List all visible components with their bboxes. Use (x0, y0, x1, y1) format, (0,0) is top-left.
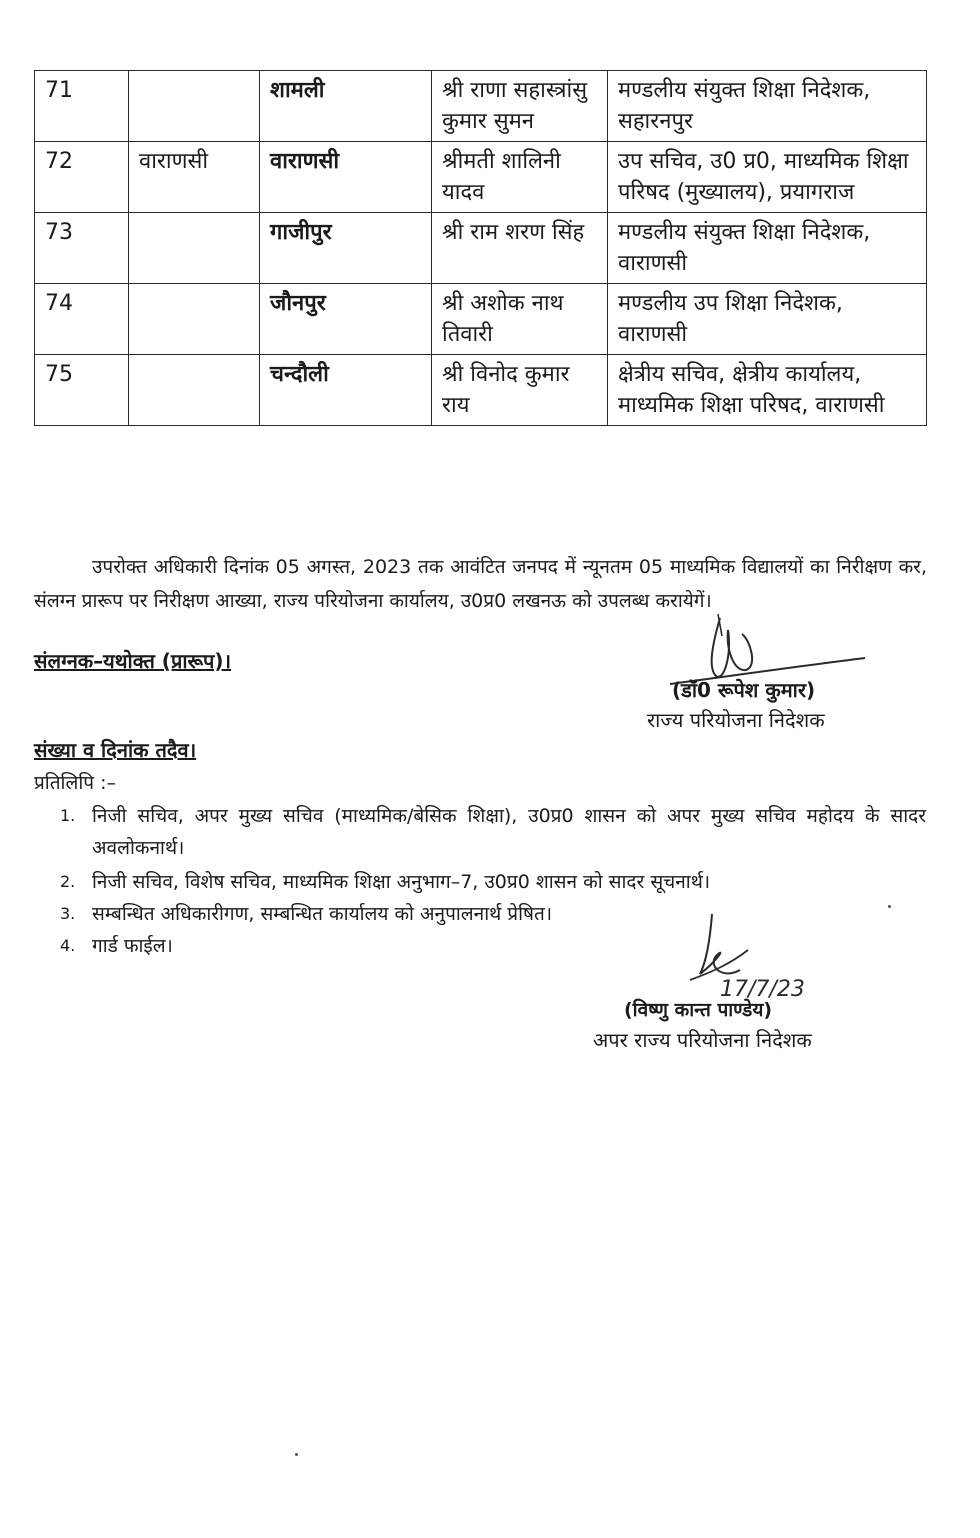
list-item (60, 800, 926, 864)
designation-cell: मण्डलीय संयुक्त शिक्षा निदेशक, वाराणसी (608, 213, 927, 284)
signature-date: 17/7/23 (720, 977, 805, 1002)
district-cell: चन्दौली (260, 355, 432, 426)
table-row (35, 71, 927, 142)
list-number: 3. (60, 904, 76, 923)
designation-cell: मण्डलीय उप शिक्षा निदेशक, वाराणसी (608, 284, 927, 355)
officers-table (34, 70, 927, 426)
list-number: 4. (60, 936, 76, 955)
division-cell: वाराणसी (129, 142, 260, 213)
designation-cell: उप सचिव, उ0 प्र0, माध्यमिक शिक्षा परिषद (मुख्यालय), प्रयागराज (608, 142, 927, 213)
serial-number: 71 (35, 71, 129, 142)
list-text: गार्ड फाईल। (92, 935, 173, 957)
serial-number: 73 (35, 213, 129, 284)
district-cell: जौनपुर (260, 284, 432, 355)
speck-dot (295, 1453, 298, 1456)
table-row (35, 355, 927, 426)
list-number: 1. (60, 806, 76, 825)
division-cell (129, 213, 260, 284)
speck-dot (888, 905, 891, 908)
district-cell: वाराणसी (260, 142, 432, 213)
district-cell: शामली (260, 71, 432, 142)
list-number: 2. (60, 872, 76, 891)
list-text: सम्बन्धित अधिकारीगण, सम्बन्धित कार्यालय को अनुपालनार्थ प्रेषित। (92, 903, 553, 925)
copy-label: प्रतिलिपि :– (34, 772, 117, 794)
division-cell (129, 71, 260, 142)
serial-number: 72 (35, 142, 129, 213)
table-row (35, 284, 927, 355)
signatory-2-name: (विष्णु कान्त पाण्डेय) (624, 999, 773, 1021)
officer-name-cell: श्री राणा सहास्त्रांसु कुमार सुमन (432, 71, 608, 142)
instruction-paragraph: उपरोक्त अधिकारी दिनांक 05 अगस्त, 2023 तक आवंटित जनपद में न्यूनतम 05 माध्यमिक विद्यालयों का निरीक्षण कर, संलग्न प्रारूप पर निरीक्षण आख्या, राज्य परियोजना कार्यालय, उ0प्र0 लखनऊ को उपलब्ध करायेगें। (34, 556, 927, 612)
division-cell (129, 284, 260, 355)
table-row (35, 213, 927, 284)
designation-cell: मण्डलीय संयुक्त शिक्षा निदेशक, सहारनपुर (608, 71, 927, 142)
signatory-2-title: अपर राज्य परियोजना निदेशक (593, 1028, 812, 1052)
table-row (35, 142, 927, 213)
signatory-1-title: राज्य परियोजना निदेशक (647, 708, 825, 732)
district-cell: गाजीपुर (260, 213, 432, 284)
designation-cell: क्षेत्रीय सचिव, क्षेत्रीय कार्यालय, माध्यमिक शिक्षा परिषद, वाराणसी (608, 355, 927, 426)
serial-number: 75 (35, 355, 129, 426)
enclosure-note: संलग्नक–यथोक्त (प्रारूप)। (34, 649, 232, 673)
officer-name-cell: श्री अशोक नाथ तिवारी (432, 284, 608, 355)
officer-name-cell: श्री विनोद कुमार राय (432, 355, 608, 426)
reference-line: संख्या व दिनांक तदैव। (34, 738, 197, 762)
serial-number: 74 (35, 284, 129, 355)
division-cell (129, 355, 260, 426)
list-text: निजी सचिव, विशेष सचिव, माध्यमिक शिक्षा अनुभाग–7, उ0प्र0 शासन को सादर सूचनार्थ। (92, 871, 711, 893)
signatory-1-name: (डॉ0 रूपेश कुमार) (672, 678, 816, 702)
list-text: निजी सचिव, अपर मुख्य सचिव (माध्यमिक/बेसिक शिक्षा), उ0प्र0 शासन को अपर मुख्य सचिव महोदय के सादर अवलोकनार्थ। (92, 805, 926, 859)
officer-name-cell: श्रीमती शालिनी यादव (432, 142, 608, 213)
list-item (60, 866, 926, 898)
officer-name-cell: श्री राम शरण सिंह (432, 213, 608, 284)
